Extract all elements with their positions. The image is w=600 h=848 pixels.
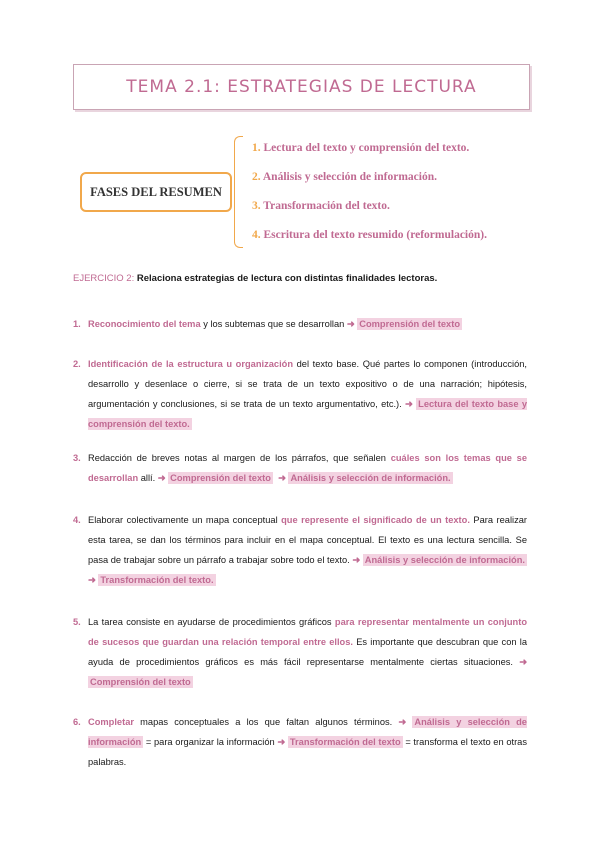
arrow-icon: ➜ <box>278 473 286 483</box>
list-item <box>73 510 527 590</box>
item-keyphrase: Reconocimiento del tema <box>88 319 201 329</box>
exercise-title <box>73 273 437 284</box>
item-text: La tarea consiste en ayudarse de procedimientos gráficos <box>88 617 335 627</box>
highlight-tag: Comprensión del texto <box>90 677 191 687</box>
item-text: = transforma el texto en otras palabras. <box>88 737 527 767</box>
item-keyphrase: que represente el significado de un texto. <box>281 515 470 525</box>
arrow-icon: ➜ <box>405 399 413 409</box>
arrow-icon: ➜ <box>157 473 166 483</box>
bracket <box>234 136 243 248</box>
item-keyphrase: Identificación de la estructura u organización <box>88 359 294 369</box>
phase-item <box>252 142 487 171</box>
fases-label: FASES DEL RESUMEN <box>90 185 222 199</box>
highlight-tag: Comprensión del texto <box>359 319 460 329</box>
phase-item <box>252 171 487 200</box>
list-item <box>73 314 527 334</box>
phase-text: Transformación del texto. <box>263 200 390 212</box>
item-text: Es importante que descubran que con la ayuda de procedimientos gráficos es más fácil representarse mentalmente ciertas situaciones. <box>88 637 527 667</box>
item-text: Redacción de breves notas al margen de los párrafos, que señalen <box>88 453 391 463</box>
item-text: allí. <box>138 473 158 483</box>
item-number: 4. <box>73 515 81 525</box>
list-item <box>73 712 527 772</box>
highlight-tag: Comprensión del texto <box>170 473 271 483</box>
item-text: Para realizar esta tarea, se dan los términos para incluir en el mapa conceptual. El texto es una lectura sencilla. Se pasa de trabajar sobre un párrafo a trabajar sobre todo el texto. <box>88 515 527 565</box>
exercise-label: EJERCICIO 2: <box>73 273 135 284</box>
arrow-icon: ➜ <box>88 575 96 585</box>
item-text: mapas conceptuales a los que faltan algunos términos. <box>133 717 399 727</box>
item-number: 6. <box>73 717 81 727</box>
item-text: Elaborar colectivamente un mapa conceptual <box>88 515 282 525</box>
item-text: y los subtemas que se desarrollan <box>200 319 347 329</box>
phases-list <box>252 142 487 258</box>
phase-item <box>252 229 487 258</box>
list-item <box>73 354 527 434</box>
arrow-icon: ➜ <box>277 737 286 747</box>
item-number: 5. <box>73 617 81 627</box>
phase-number: 1. <box>252 142 261 154</box>
highlight-tag: Análisis y selección de información. <box>290 473 451 483</box>
phase-number: 3. <box>252 200 261 212</box>
highlight-tag: Transformación del texto. <box>100 575 214 585</box>
list-item <box>73 448 527 488</box>
phase-text: Análisis y selección de información. <box>262 171 437 183</box>
list-item <box>73 612 527 692</box>
fases-box <box>80 172 232 212</box>
arrow-icon: ➜ <box>519 657 527 667</box>
phase-text: Escritura del texto resumido (reformulación). <box>263 229 487 241</box>
arrow-icon: ➜ <box>346 319 355 329</box>
item-number: 2. <box>73 359 81 369</box>
phase-number: 2. <box>252 171 261 183</box>
item-number: 1. <box>73 319 81 329</box>
highlight-tag: Análisis y selección de información <box>88 717 527 747</box>
highlight-tag: Transformación del texto <box>289 737 401 747</box>
highlight-tag: Análisis y selección de información. <box>364 555 525 565</box>
highlight-tag: Lectura del texto base y comprensión del texto. <box>88 399 527 429</box>
item-number: 3. <box>73 453 81 463</box>
exercise-text: Relaciona estrategias de lectura con distintas finalidades lectoras. <box>136 273 438 284</box>
arrow-icon: ➜ <box>398 717 407 727</box>
title-box <box>73 64 530 110</box>
item-keyphrase: cuáles son los temas que se desarrollan <box>88 453 527 483</box>
phase-text: Lectura del texto y comprensión del texto. <box>263 142 470 154</box>
item-text: del texto base. Qué partes lo componen (introducción, desarrollo y desenlace o cierre, si se trata de un texto expositivo o de una narración; hipótesis, argumentación y conclusiones, si se trata de un texto argumentativo, etc.). <box>88 359 527 409</box>
item-keyphrase: para representar mentalmente un conjunto de sucesos que guardan una relación temporal entre ellos. <box>88 617 527 647</box>
page-title: TEMA 2.1: ESTRATEGIAS DE LECTURA <box>126 77 477 97</box>
arrow-icon: ➜ <box>352 555 361 565</box>
item-keyphrase: Completar <box>88 717 134 727</box>
phase-number: 4. <box>252 229 261 241</box>
item-text: = para organizar la información <box>143 737 278 747</box>
phase-item <box>252 200 487 229</box>
